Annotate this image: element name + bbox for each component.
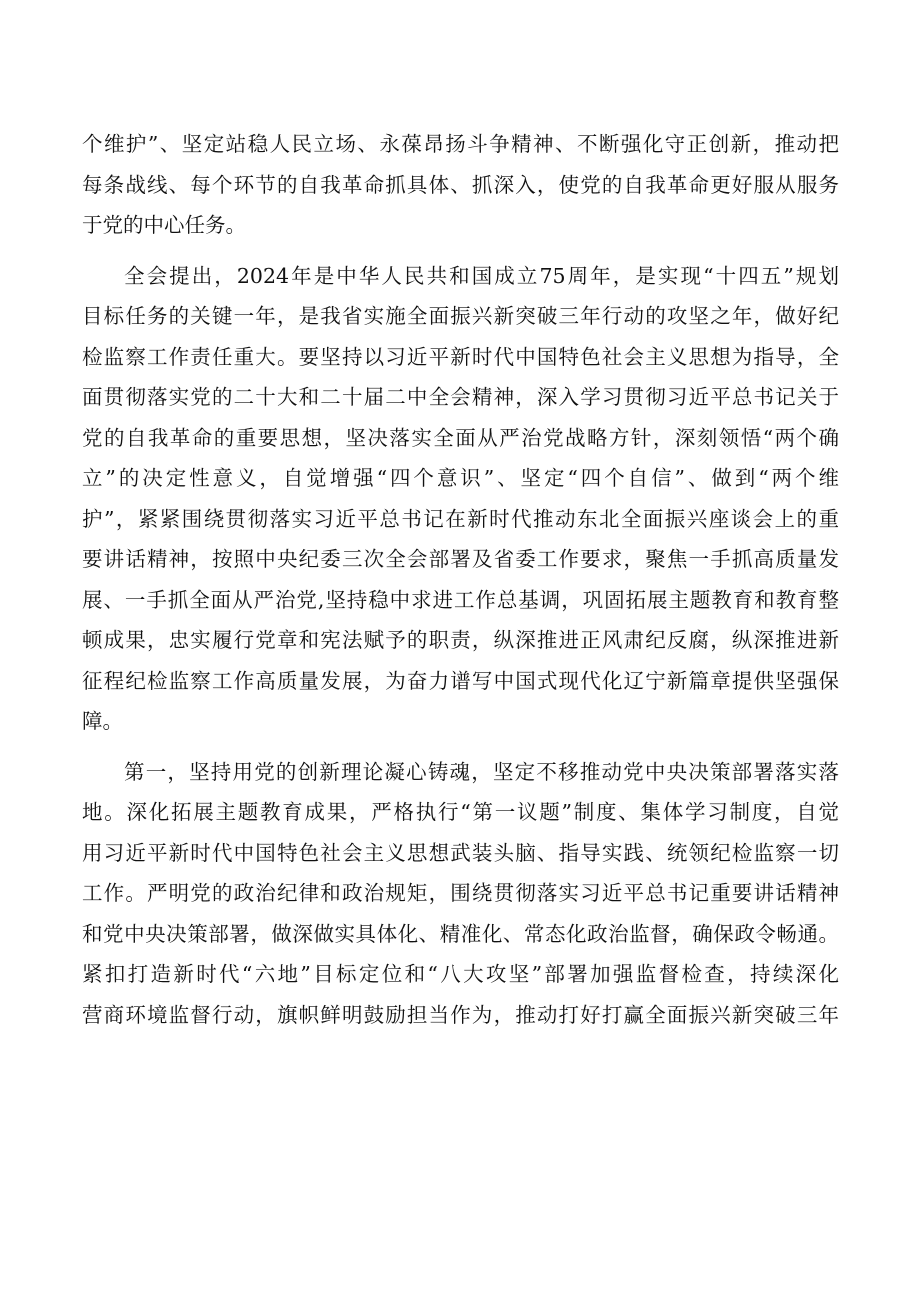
text-line: 目标任务的关键一年，是我省实施全面振兴新突破三年行动的攻坚之年，做好纪 — [82, 304, 839, 328]
text-line: 立”的决定性意义，自觉增强“四个意识”、坚定“四个自信”、做到“两个维 — [82, 466, 839, 490]
text-line: 用习近平新时代中国特色社会主义思想武装头脑、指导实践、统领纪检监察一切 — [82, 840, 839, 865]
text-line: 展、一手抓全面从严治党,坚持稳中求进工作总基调，巩固拓展主题教育和教育整 — [82, 587, 839, 612]
text-line: 每条战线、每个环节的自我革命抓具体、抓深入，使党的自我革命更好服从服务 — [82, 172, 839, 197]
text-line: 于党的中心任务。 — [82, 213, 246, 237]
paragraph-3 — [82, 752, 839, 1036]
text-line: 第一，坚持用党的创新理论凝心铸魂，坚定不移推动党中央决策部署落实落 — [124, 759, 839, 784]
text-line: 个维护”、坚定站稳人民立场、永葆昂扬斗争精神、不断强化守正创新，推动把 — [82, 132, 839, 156]
text-line: 障。 — [82, 709, 123, 733]
text-line: 要讲话精神，按照中央纪委三次全会部署及省委工作要求，聚焦一手抓高质量发 — [82, 547, 839, 571]
text-line: 顿成果，忠实履行党章和宪法赋予的职责，纵深推进正风肃纪反腐，纵深推进新 — [82, 628, 839, 652]
text-line: 征程纪检监察工作高质量发展，为奋力谱写中国式现代化辽宁新篇章提供坚强保 — [82, 668, 839, 693]
paragraph-2 — [82, 256, 839, 742]
text-line: 全会提出，2024年是中华人民共和国成立75周年，是实现“十四五”规划 — [124, 263, 839, 288]
paragraph-1 — [82, 124, 839, 246]
text-line: 和党中央决策部署，做深做实具体化、精准化、常态化政治监督，确保政令畅通。 — [82, 921, 839, 946]
text-line: 检监察工作责任重大。要坚持以习近平新时代中国特色社会主义思想为指导，全 — [82, 344, 839, 369]
text-line: 紧扣打造新时代“六地”目标定位和“八大攻坚”部署加强监督检查，持续深化 — [82, 962, 839, 986]
text-line: 面贯彻落实党的二十大和二十届二中全会精神，深入学习贯彻习近平总书记关于 — [82, 385, 839, 409]
text-line: 工作。严明党的政治纪律和政治规矩，围绕贯彻落实习近平总书记重要讲话精神 — [82, 881, 839, 905]
text-line: 营商环境监督行动，旗帜鲜明鼓励担当作为，推动打好打赢全面振兴新突破三年 — [82, 1002, 839, 1027]
text-line: 地。深化拓展主题教育成果，严格执行“第一议题”制度、集体学习制度，自觉 — [82, 800, 839, 824]
text-line: 党的自我革命的重要思想，坚决落实全面从严治党战略方针，深刻领悟“两个确 — [82, 425, 839, 450]
document-page — [82, 124, 839, 1045]
text-line: 护”，紧紧围绕贯彻落实习近平总书记在新时代推动东北全面振兴座谈会上的重 — [82, 506, 839, 531]
